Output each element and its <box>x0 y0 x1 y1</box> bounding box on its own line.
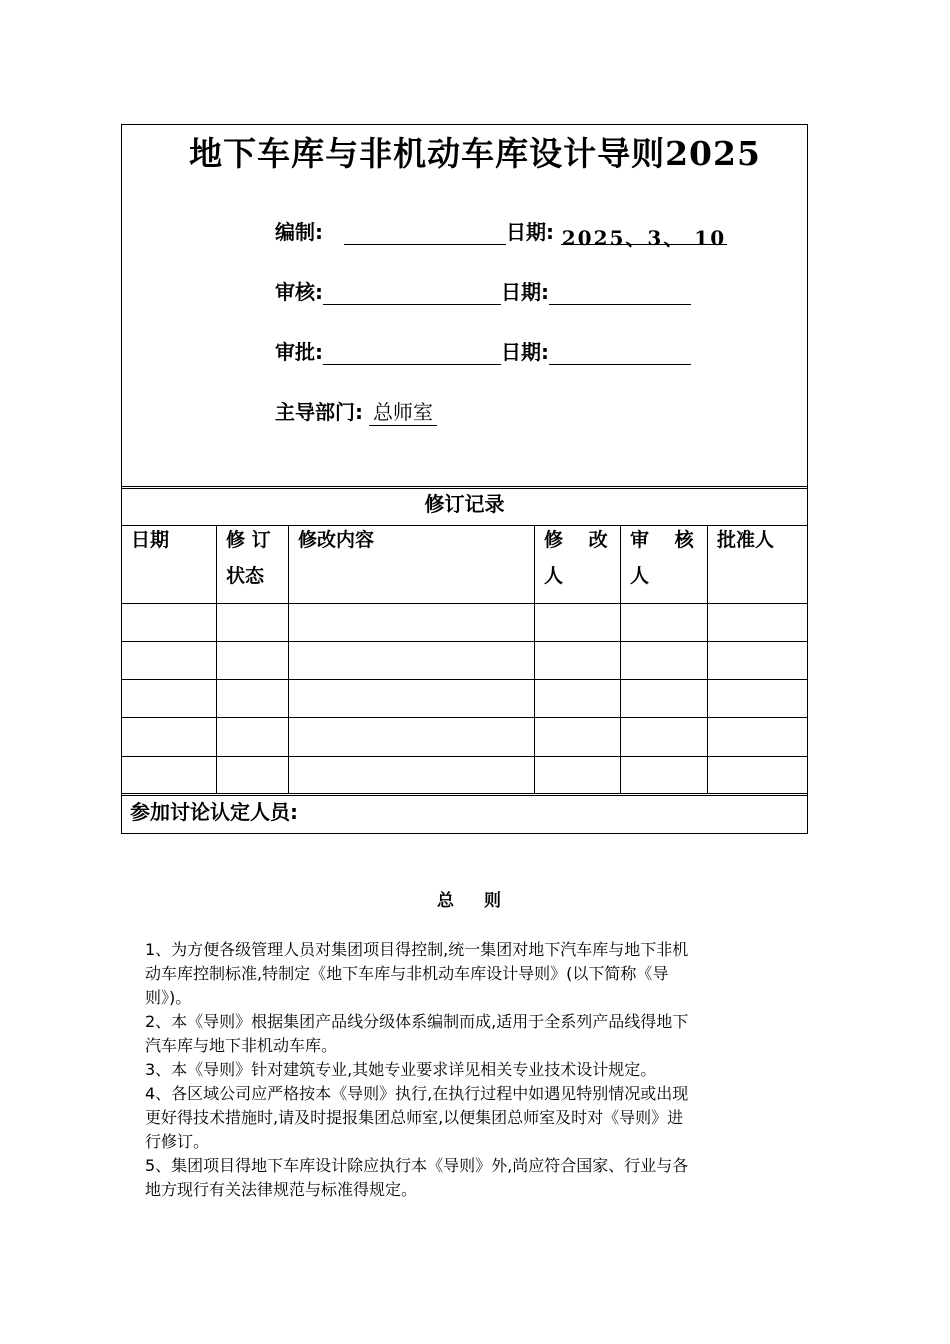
paragraph-line: 行修订。 <box>145 1132 210 1151</box>
col-divider <box>620 526 621 794</box>
compile-row <box>275 216 727 250</box>
paragraph-1 <box>145 938 807 1010</box>
paragraph-5 <box>145 1154 807 1202</box>
paragraph-line: 5、集团项目得地下车库设计除应执行本《导则》外,尚应符合国家、行业与各 <box>145 1156 689 1175</box>
header-content: 修改内容 <box>298 529 375 551</box>
row-line <box>121 641 808 642</box>
col-divider <box>288 526 289 794</box>
review-signature-field[interactable] <box>323 282 501 305</box>
compile-signature-field[interactable] <box>344 222 506 245</box>
approve-date-field[interactable] <box>549 342 691 365</box>
row-line <box>121 679 808 680</box>
compile-label: 编制: <box>275 220 323 244</box>
paragraph-line: 2、本《导则》根据集团产品线分级体系编制而成,适用于全系列产品线得地下 <box>145 1012 689 1031</box>
header-date: 日期 <box>131 529 170 551</box>
approve-row <box>275 336 691 365</box>
approve-label: 审批: <box>275 340 323 364</box>
header-modifier-line1: 修 改 <box>544 529 608 551</box>
compile-date-label: 日期: <box>505 220 554 244</box>
paragraph-4 <box>145 1082 807 1154</box>
row-line <box>121 717 808 718</box>
paragraph-line: 地方现行有关法律规范与标准得规定。 <box>145 1180 418 1199</box>
header-top-line <box>121 525 808 526</box>
header-status-line1: 修 订 <box>226 529 271 551</box>
paragraph-line: 3、本《导则》针对建筑专业,其她专业要求详见相关专业技术设计规定。 <box>145 1060 657 1079</box>
col-divider <box>534 526 535 794</box>
row-line <box>121 756 808 757</box>
paragraph-line: 则》)。 <box>145 988 192 1007</box>
header-approver: 批准人 <box>717 529 775 551</box>
general-paragraphs <box>145 938 807 1202</box>
compile-date-field[interactable]: 2025、3、 10 <box>561 222 727 245</box>
paragraph-line: 1、为方便各级管理人员对集团项目得控制,统一集团对地下汽车库与地下非机 <box>145 940 689 959</box>
dept-value: 总师室 <box>369 396 437 426</box>
revision-title: 修订记录 <box>424 492 505 516</box>
paragraph-3 <box>145 1058 807 1082</box>
review-date-label: 日期: <box>501 280 549 304</box>
review-row <box>275 276 691 305</box>
document-title: 地下车库与非机动车库设计导则2025 <box>189 134 761 173</box>
header-modifier-line2: 人 <box>544 565 564 587</box>
paragraph-line: 更好得技术措施时,请及时提报集团总师室,以便集团总师室及时对《导则》进 <box>145 1108 684 1127</box>
paragraph-line: 汽车库与地下非机动车库。 <box>145 1036 338 1055</box>
col-divider <box>216 526 217 794</box>
paragraph-line: 动车库控制标准,特制定《地下车库与非机动车库设计导则》(以下简称《导 <box>145 964 669 983</box>
col-divider <box>707 526 708 794</box>
paragraph-2 <box>145 1010 807 1058</box>
header-reviewer-line2: 人 <box>630 565 650 587</box>
header-status-line2: 状态 <box>226 565 265 587</box>
section-title: 总 则 <box>437 891 513 911</box>
header-reviewer-line1: 审 核 <box>630 529 694 551</box>
review-date-field[interactable] <box>549 282 691 305</box>
dept-label: 主导部门: <box>275 400 363 424</box>
row-line <box>121 603 808 604</box>
review-label: 审核: <box>275 280 323 304</box>
participants-label: 参加讨论认定人员: <box>130 800 298 824</box>
paragraph-line: 4、各区域公司应严格按本《导则》执行,在执行过程中如遇见特别情况或出现 <box>145 1084 689 1103</box>
approve-date-label: 日期: <box>501 340 549 364</box>
dept-row <box>275 396 437 426</box>
approve-signature-field[interactable] <box>323 342 501 365</box>
